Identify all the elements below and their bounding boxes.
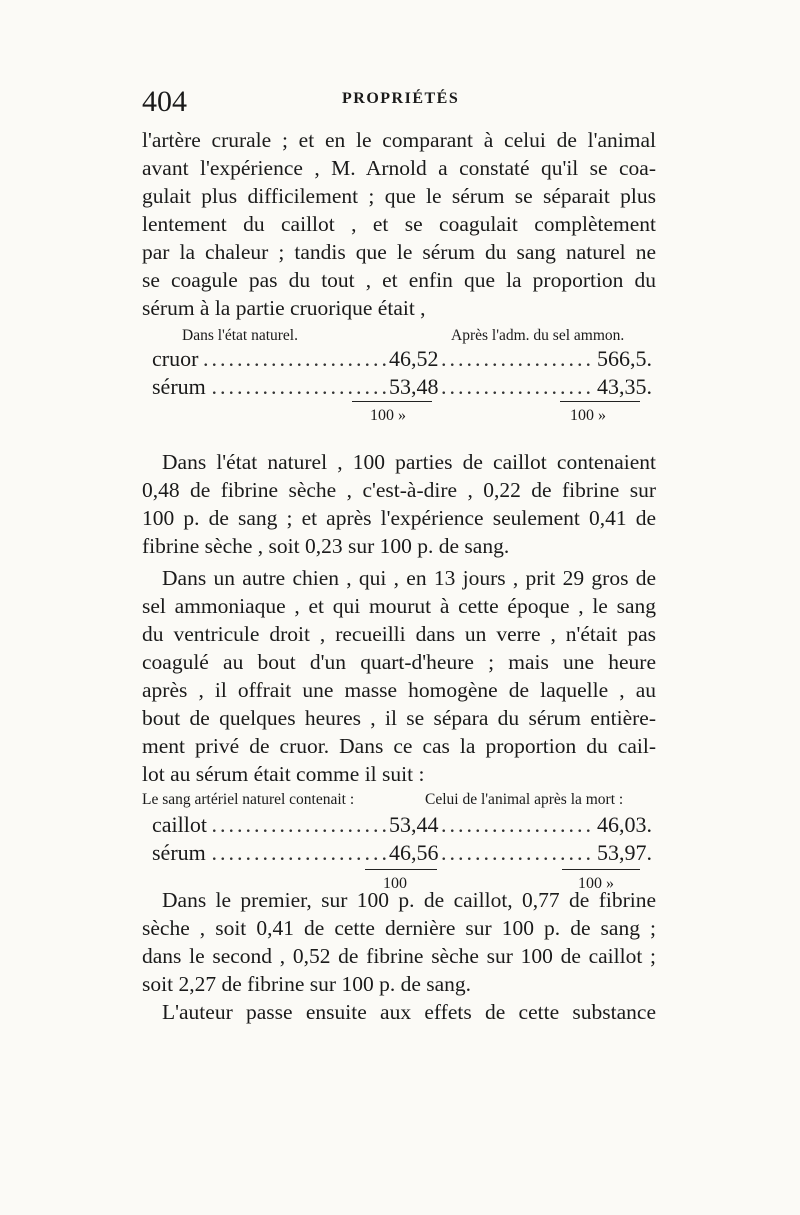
text-line: sérum à la partie cruorique était , [142,296,426,320]
table1-total-2: 100 » [570,407,606,424]
row-value-2: 566,5. [594,344,652,374]
table1-total-1: 100 » [370,407,406,424]
table2-row [152,810,652,840]
text-line: coagulé au bout d'un quart-d'heure ; mais une heure [142,650,656,674]
row-value-2: 46,03. [594,810,652,840]
text-line: dans le second , 0,52 de fibrine sèche sur 100 de caillot ; [142,944,656,968]
text-line: L'auteur passe ensuite aux effets de cette substance [162,1000,656,1024]
text-line: Dans le premier, sur 100 p. de caillot, 0,77 de fibrine [162,888,656,912]
table2-total-2: 100 » [578,875,614,892]
row-label: sérum [152,372,208,402]
text-line: soit 2,27 de fibrine sur 100 p. de sang. [142,972,472,996]
row-value-1: 53,48 [386,372,442,402]
text-line: se coagule pas du tout , et enfin que la proportion du [142,268,656,292]
row-value-2: 53,97. [594,838,652,868]
running-head: PROPRIÉTÉS [342,90,460,107]
text-line: lot au sérum était comme il suit : [142,762,425,786]
text-line: bout de quelques heures , il se sépara du sérum entière- [142,706,656,730]
text-line: ment privé de cruor. Dans ce cas la proportion du cail- [142,734,656,758]
sum-rule [560,401,640,402]
text-line: du ventricule droit , recueilli dans un verre , n'était pas [142,622,656,646]
sum-rule [562,869,640,870]
text-line: sèche , soit 0,41 de cette dernière sur 100 p. de sang ; [142,916,656,940]
row-label: caillot [152,810,209,840]
row-label: sérum [152,838,208,868]
row-value-1: 46,56 [386,838,442,868]
text-line: Dans un autre chien , qui , en 13 jours , prit 29 gros de [162,566,656,590]
table1-col1-header: Dans l'état naturel. [182,327,298,344]
text-line: Dans l'état naturel , 100 parties de caillot contenaient [162,450,656,474]
table2-total-1: 100 [383,875,407,892]
row-value-2: 43,35. [594,372,652,402]
text-line: lentement du caillot , et se coagulait complètement [142,212,656,236]
text-line: par la chaleur ; tandis que le sérum du sang naturel ne [142,240,656,264]
row-value-1: 46,52 [386,344,442,374]
table1-row [152,344,652,374]
row-label: cruor [152,344,200,374]
text-line: gulait plus difficilement ; que le sérum se séparait plus [142,184,656,208]
text-line: 100 p. de sang ; et après l'expérience seulement 0,41 de [142,506,656,530]
text-line: sel ammoniaque , et qui mourut à cette époque , le sang [142,594,656,618]
text-line: après , il offrait une masse homogène de laquelle , au [142,678,656,702]
row-value-1: 53,44 [386,810,442,840]
text-line: 0,48 de fibrine sèche , c'est-à-dire , 0,22 de fibrine sur [142,478,656,502]
table1-col2-header: Après l'adm. du sel ammon. [451,327,625,344]
text-line: l'artère crurale ; et en le comparant à celui de l'animal [142,128,656,152]
table2-col1-header: Le sang artériel naturel contenait : [142,791,355,808]
page-header [142,84,662,124]
sum-rule [352,401,432,402]
table2-col2-header: Celui de l'animal après la mort : [425,791,624,808]
sum-rule [365,869,437,870]
page-number: 404 [142,85,187,118]
table2-row [152,838,652,868]
table1-row [152,372,652,402]
text-line: avant l'expérience , M. Arnold a constaté qu'il se coa- [142,156,656,180]
text-line: fibrine sèche , soit 0,23 sur 100 p. de sang. [142,534,510,558]
